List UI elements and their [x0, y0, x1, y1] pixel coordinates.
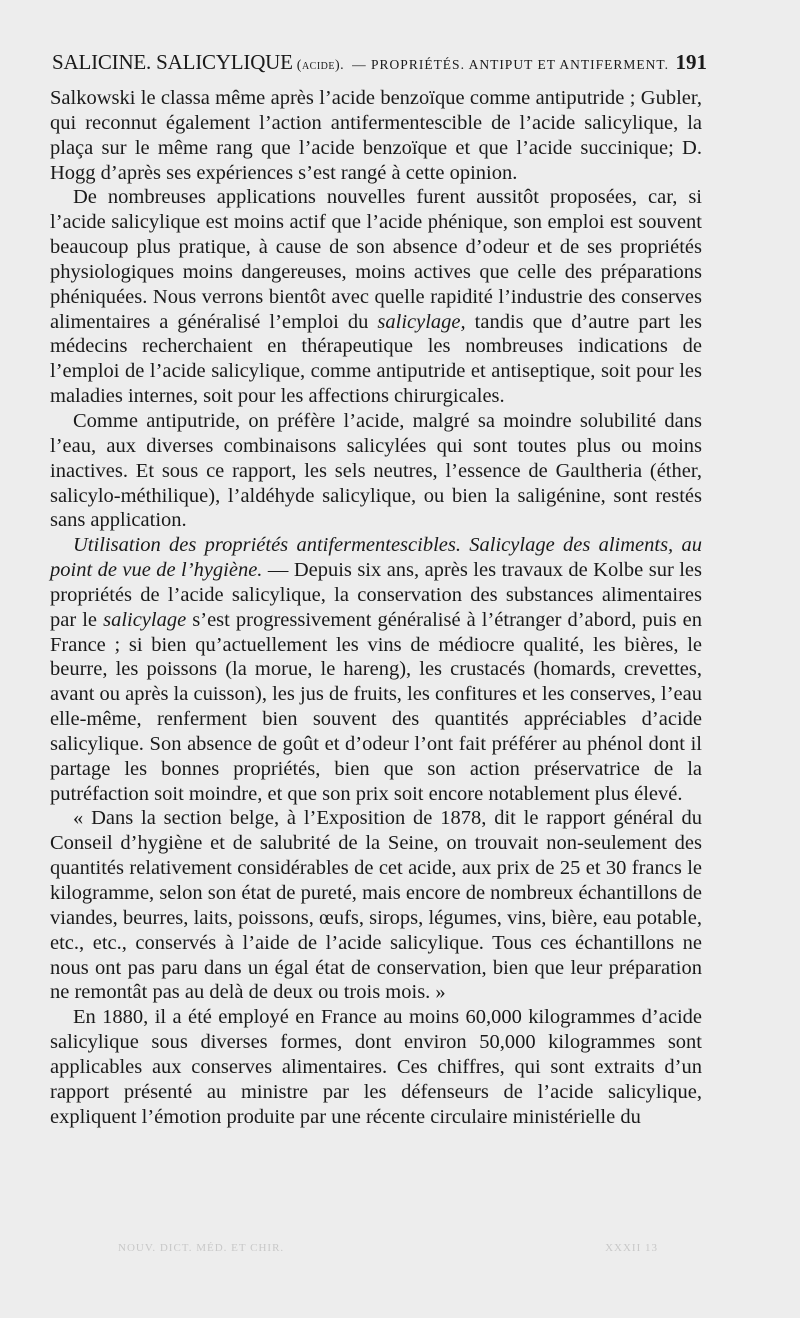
paragraph-2-text-b: tandis que d’autre part les médecins recherchaient en thérapeutique les nombreuses indications de l’emploi de l’acide salicylique, comme antiputride et antiseptique, soit pour les maladies internes, soit pour les affections chirurgicales. [50, 310, 702, 408]
faint-footer-left: NOUV. DICT. MÉD. ET CHIR. [118, 1242, 285, 1254]
paragraph-2-italic: salicylage, [377, 310, 466, 333]
paragraph-1 [50, 86, 702, 185]
paragraph-3-text: Comme antiputride, on préfère l’acide, malgré sa moindre solubilité dans l’eau, aux diverses combinaisons salicylées qui sont toutes plus ou moins inactives. Et sous ce rapport, les sels neutres, l’essence de Gaultheria (éther, salicylo-méthilique), l’aldéhyde salicylique, ou bien la saligénine, sont restés sans application. [50, 409, 702, 532]
header-title: SALICINE. SALICYLIQUE [52, 50, 293, 74]
paragraph-4-italic: salicylage [103, 608, 187, 631]
body-text [50, 86, 702, 1129]
paragraph-6 [50, 1005, 702, 1129]
paragraph-2-text-a: De nombreuses applications nouvelles furent aussitôt proposées, car, si l’acide salicylique est moins actif que l’acide phénique, son emploi est souvent beaucoup plus pratique, à cause de son absence d’odeur et de ses propriétés physiologiques moins dangereuses, moins actives que celle des préparations phéniquées. Nous verrons bientôt avec quelle rapidité l’industrie des conserves alimentaires a généralisé l’emploi du [50, 186, 702, 333]
paragraph-2 [50, 185, 702, 409]
paragraph-4-text-a: — Depuis six ans, après les travaux de Kolbe sur les propriétés de l’acide salicylique, la conservation des substances alimentaires par le [50, 559, 702, 631]
faint-footer-right: XXXII 13 [605, 1242, 658, 1254]
header-subtitle: — PROPRIÉTÉS. ANTIPUT ET ANTIFERMENT. [352, 57, 669, 72]
paragraph-5-text: « Dans la section belge, à l’Exposition de 1878, dit le rapport général du Conseil d’hygiène et de salubrité de la Seine, on trouvait non-seulement des quantités relativement considérables de cet acide, aux prix de 25 et 30 francs le kilogramme, selon son état de pureté, mais encore de nombreux échantillons de viandes, beurres, laits, poissons, œufs, sirops, légumes, vins, bière, eau potable, etc., etc., conservés à l’aide de l’acide salicylique. Tous ces échantillons ne nous ont pas paru dans un égal état de conservation, bien que leur préparation ne remontât pas au delà de deux ou trois mois. » [50, 807, 702, 1004]
paragraph-3 [50, 409, 702, 533]
paragraph-4-text-b: s’est progressivement généralisé à l’étranger d’abord, puis en France ; si bien qu’actuellement les vins de médiocre qualité, les bières, le beurre, les poissons (la morue, le hareng), les crustacés (homards, crevettes, avant ou après la cuisson), les jus de fruits, les confitures et les conserves, l’eau elle-même, renferment bien souvent des quantités appréciables d’acide salicylique. Son absence de goût et d’odeur l’ont fait préférer au phénol dont il partage les bonnes propriétés, bien que son action préservatrice de la putréfaction soit moindre, et que son prix soit encore notablement plus élevé. [50, 608, 702, 805]
page-number: 191 [675, 50, 707, 74]
section-heading-italic: Utilisation des propriétés antifermentescibles. Salicylage des aliments, au point de vue de l’hygiène. [50, 534, 702, 582]
faint-footer [118, 1242, 658, 1254]
paragraph-4 [50, 533, 702, 806]
running-header [52, 50, 707, 75]
paragraph-5-quote [50, 806, 702, 1005]
header-paren: (acide). [296, 58, 345, 73]
paragraph-6-text: En 1880, il a été employé en France au moins 60,000 kilogrammes d’acide salicylique sous diverses formes, dont environ 50,000 kilogrammes sont applicables aux conserves alimentaires. Ces chiffres, qui sont extraits d’un rapport présenté au ministre par les défenseurs de l’acide salicylique, expliquent l’émotion produite par une récente circulaire ministérielle du [50, 1006, 702, 1128]
paragraph-1-text: Salkowski le classa même après l’acide benzoïque comme antiputride ; Gubler, qui reconnut également l’action antifermentescible de l’acide salicylique, la plaça sur le même rang que l’acide benzoïque et que l’acide succinique; D. Hogg d’après ses expériences s’est rangé à cette opinion. [50, 87, 702, 184]
